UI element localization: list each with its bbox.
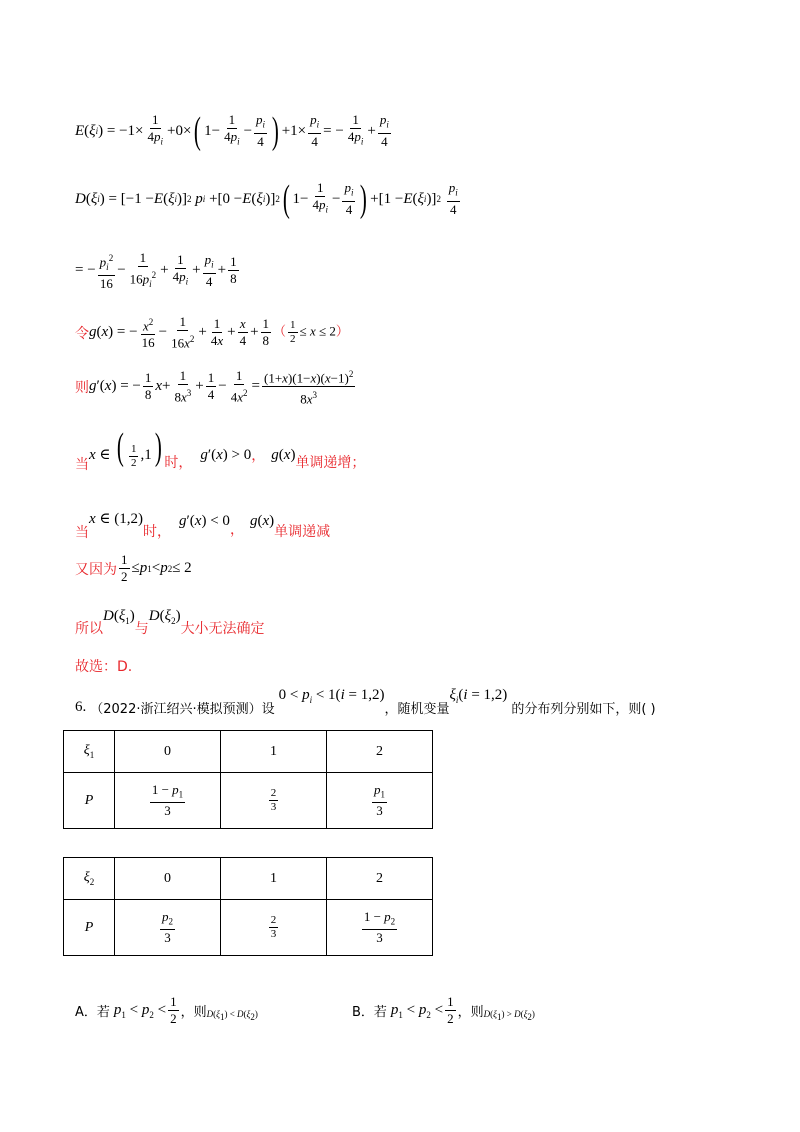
table1-value: 0 bbox=[115, 731, 221, 773]
decreasing-text: 单调递减 bbox=[274, 524, 331, 540]
table1-value: 1 bbox=[221, 731, 327, 773]
let-label: 令 bbox=[75, 325, 89, 342]
when2-label: 当 bbox=[75, 525, 89, 541]
option-a-label: A．若 bbox=[75, 1005, 110, 1020]
distribution-table-1 bbox=[63, 730, 433, 829]
question-tail: 的分布列分别如下，则( ) bbox=[511, 702, 656, 717]
so-and: 与 bbox=[134, 621, 149, 637]
increasing-interval-line: 当 x ∈ ( $\frac{1}{2}$ ,1) 时， g′(x) > 0 ， g(x) 单调递增； bbox=[75, 426, 366, 473]
question-mid: ，随机变量 bbox=[384, 702, 450, 717]
when-label: 当 bbox=[75, 457, 89, 473]
table1-prob: $\frac{2}{3}$ bbox=[221, 773, 327, 829]
table1-p-label: P bbox=[64, 773, 115, 829]
distribution-table-2 bbox=[63, 857, 433, 956]
option-a-then: ，则 bbox=[180, 1005, 207, 1020]
table2-prob: $\frac{2}{3}$ bbox=[221, 900, 327, 956]
option-b-then: ，则 bbox=[457, 1005, 484, 1020]
table1-prob: $\frac{1 - p_1}{3}$ bbox=[115, 773, 221, 829]
question-source: （2022·浙江绍兴·模拟预测）设 bbox=[90, 702, 275, 717]
question-number: 6. bbox=[75, 699, 87, 715]
conclusion-line: 所以 $D(\xi_1)$ 与 $D(\xi_2)$ 大小无法确定 bbox=[75, 608, 265, 637]
option-b[interactable]: B．若 $p_1 < p_2$ < $\frac{1}{2}$ ，则 $D(\xi_1) > D(\xi_2)$ bbox=[352, 994, 535, 1026]
option-b-label: B．若 bbox=[352, 1005, 387, 1020]
when2-tail: 时， bbox=[143, 524, 172, 540]
table2-var-header: $\xi_2$ bbox=[64, 858, 115, 900]
table2-p-label: P bbox=[64, 900, 115, 956]
so-tail: 大小无法确定 bbox=[180, 621, 265, 637]
table2-value: 2 bbox=[327, 858, 433, 900]
table2-prob: $\frac{1 - p_2}{3}$ bbox=[327, 900, 433, 956]
table2-value: 1 bbox=[221, 858, 327, 900]
variance-expanded-line: = − $\frac{p_i^2}{16}$ − $\frac{1}{16p_i^2}$ + $\frac{1}{4p_i}$ + $\frac{p_i}{4}$ + $\frac{1}{8}$ bbox=[75, 250, 237, 291]
also-label: 又因为 bbox=[75, 561, 117, 578]
table1-var-header: $\xi_1$ bbox=[64, 731, 115, 773]
table2-value: 0 bbox=[115, 858, 221, 900]
option-a[interactable]: A．若 $p_1 < p_2$ < $\frac{1}{2}$ ，则 $D(\xi_1) < D(\xi_2)$ bbox=[75, 994, 258, 1026]
answer-line: 故选：D. bbox=[75, 659, 133, 675]
table2-prob: $\frac{p_2}{3}$ bbox=[115, 900, 221, 956]
table1-prob: $\frac{p_1}{3}$ bbox=[327, 773, 433, 829]
then-label: 则 bbox=[75, 379, 89, 396]
derivative-line: 则 g ′( x ) = − $\frac{1}{8}$ x + $\frac{1}{8x^3}$ + $\frac{1}{4}$ − $\frac{1}{4x^2}$ = $\frac{(1+x)(1-x)(x-1)^2}{8x^3}$ bbox=[75, 366, 357, 408]
decreasing-interval-line: 当 x ∈ (1,2) 时， g′(x) < 0 ， g(x) 单调递减 bbox=[75, 510, 331, 541]
when1-tail: 时， bbox=[164, 455, 193, 471]
question-6: 6. （2022·浙江绍兴·模拟预测）设 $0 < p_i < 1(i = 1,2)$ ，随机变量 $\xi_i(i = 1,2)$ 的分布列分别如下，则( ) bbox=[75, 686, 656, 717]
define-g-line: 令 g ( x ) = − $\frac{x^2}{16}$ − $\frac{1}{16x^2}$ + $\frac{1}{4x}$ + $\frac{x}{4}$ + $\frac{1}{8}$ （ $\frac{1}{2}$ ≤ x ≤ 2） bbox=[75, 314, 349, 351]
table1-value: 2 bbox=[327, 731, 433, 773]
also-because-line: 又因为 $\frac{1}{2}$ ≤ p 1 < p 2 ≤ 2 bbox=[75, 552, 192, 584]
variance-line: D ( ξ i ) = [−1 − E ( ξ i )] 2 p i +[0 − E ( ξ i )] 2 ( 1− $\frac{1}{4p_i}$ − $\frac{p_i}{4}$ ) +[1 − E ( ξ i )] 2 $\frac{p_i}{4}$ bbox=[75, 178, 458, 220]
expectation-line: E ( ξ i ) = −1× $\frac{1}{4p_i}$ +0× ( 1− $\frac{1}{4p_i}$ − $\frac{p_i}{4}$ ) +1× $\frac{p_i}{4}$ = − $\frac{1}{4p_i}$ + $\frac{p_i}{4}$ bbox=[75, 110, 389, 152]
so-label: 所以 bbox=[75, 621, 103, 637]
increasing-text: 单调递增； bbox=[295, 455, 366, 471]
